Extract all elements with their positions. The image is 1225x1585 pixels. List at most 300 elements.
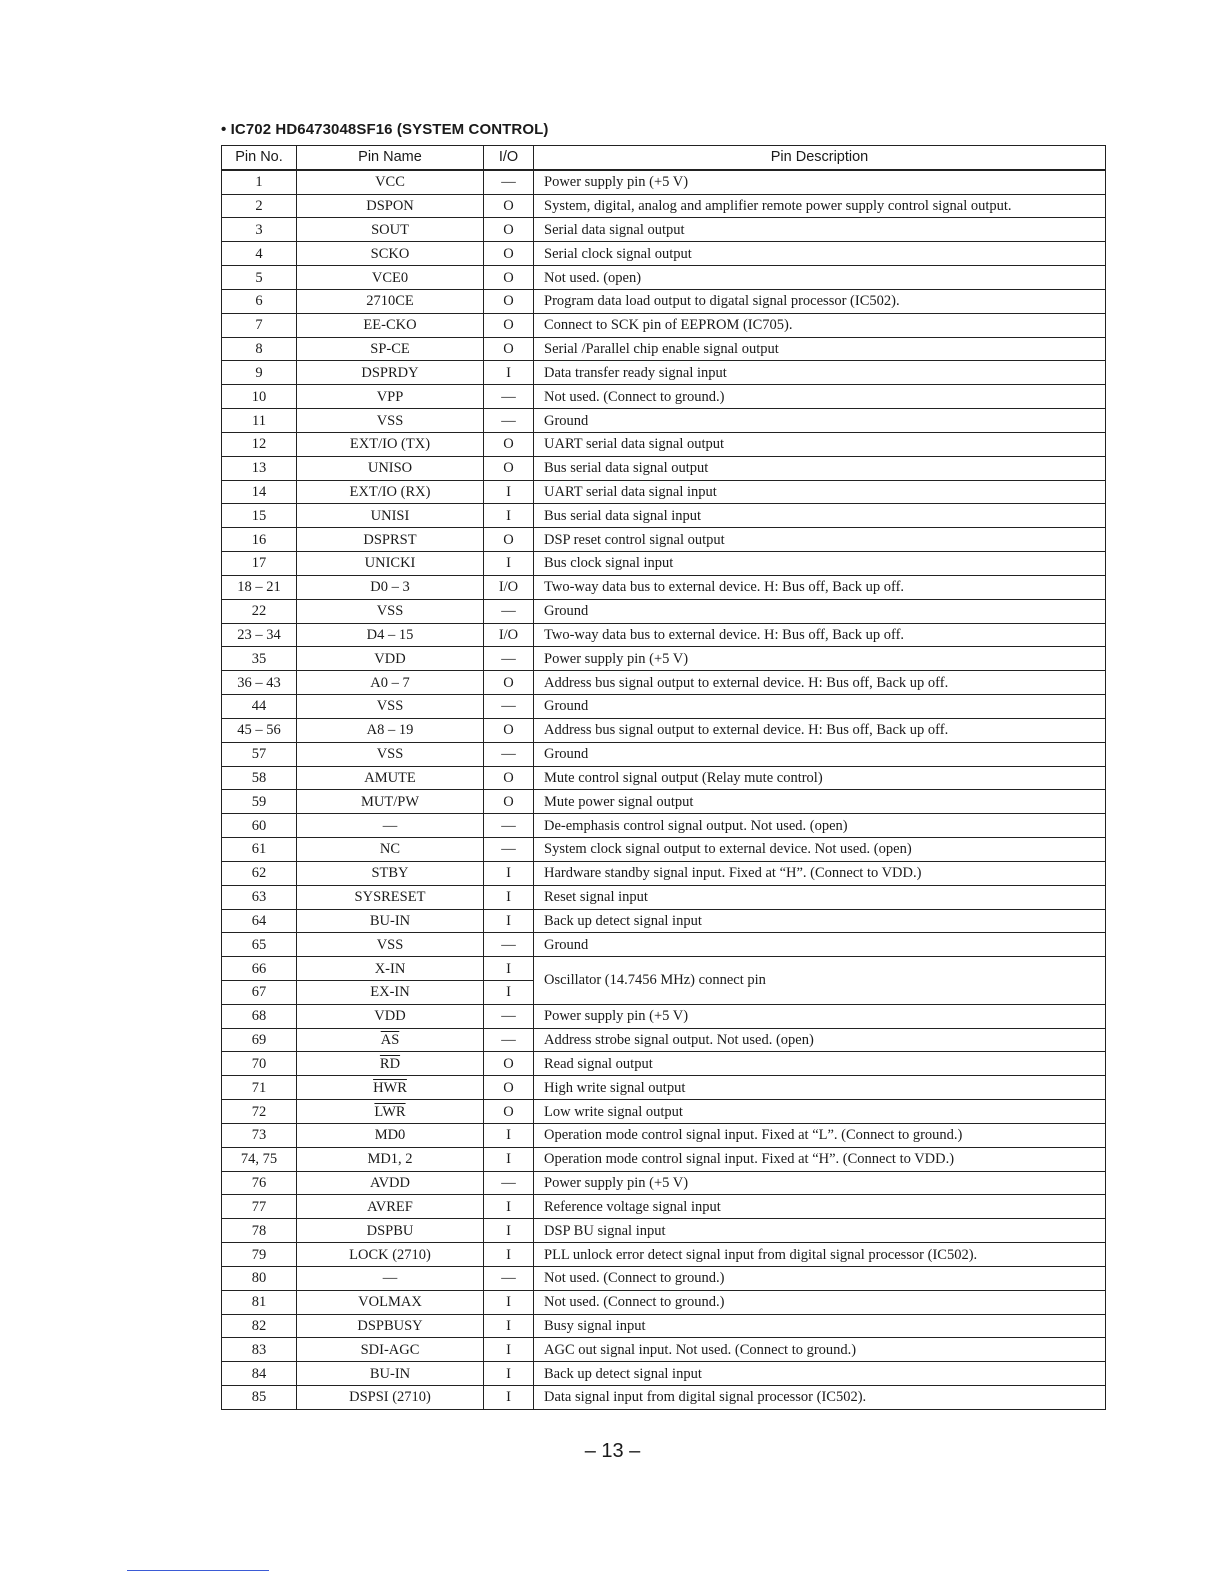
pin-name-cell-text: VCE0 — [371, 269, 409, 286]
pin-name-cell-text: VSS — [376, 603, 404, 620]
pin-description-cell — [534, 337, 1106, 361]
io-cell-text: I — [506, 984, 511, 1001]
pin-name-cell — [297, 1338, 484, 1362]
io-cell — [484, 266, 534, 290]
page-number: – 13 – — [584, 1440, 641, 1462]
pin-name-cell — [297, 718, 484, 742]
table-row — [222, 432, 1106, 456]
pin-no-cell — [222, 432, 297, 456]
table-row — [222, 242, 1106, 266]
pin-description-cell — [534, 814, 1106, 838]
pin-description-cell-text: Operation mode control signal input. Fixed at “L”. (Connect to ground.) — [544, 1127, 963, 1144]
pin-description-cell-text: Ground — [544, 936, 589, 953]
pin-description-cell — [534, 1076, 1106, 1100]
io-cell — [484, 647, 534, 671]
pin-description-cell-text: Read signal output — [544, 1055, 653, 1072]
pin-description-cell-text: Two-way data bus to external device. H: Bus off, Back up off. — [544, 626, 905, 643]
pin-description-cell-text: Two-way data bus to external device. H: Bus off, Back up off. — [544, 579, 905, 596]
pin-name-cell-text: STBY — [371, 865, 409, 882]
pin-no-cell-text: 17 — [251, 555, 267, 572]
pin-description-cell — [534, 766, 1106, 790]
pin-no-cell-text: 77 — [251, 1198, 267, 1215]
io-cell — [484, 933, 534, 957]
table-row — [222, 1100, 1106, 1124]
pin-name-cell-text: AVDD — [369, 1175, 411, 1192]
pin-description-cell-text: System clock signal output to external device. Not used. (open) — [544, 841, 912, 858]
pin-description-cell — [534, 361, 1106, 385]
pin-name-cell — [297, 266, 484, 290]
pin-no-cell — [222, 647, 297, 671]
io-cell-text: O — [503, 221, 514, 238]
pin-name-cell — [297, 1266, 484, 1290]
pin-name-cell — [297, 933, 484, 957]
io-cell — [484, 1243, 534, 1267]
io-cell-text: I — [506, 1151, 511, 1168]
table-row — [222, 456, 1106, 480]
io-cell — [484, 552, 534, 576]
pin-description-cell-text: Reference voltage signal input — [544, 1198, 721, 1215]
table-body — [222, 170, 1106, 1410]
table-row — [222, 1338, 1106, 1362]
pin-no-cell — [222, 599, 297, 623]
io-cell — [484, 909, 534, 933]
pin-no-cell — [222, 266, 297, 290]
io-cell-text: I — [506, 484, 511, 500]
pin-description-cell — [534, 1266, 1106, 1290]
pin-no-cell-text: 78 — [251, 1222, 267, 1239]
io-cell-text: I — [506, 1294, 511, 1311]
pin-description-cell — [534, 385, 1106, 409]
io-cell-text: I — [506, 865, 511, 882]
pin-no-cell — [222, 623, 297, 647]
pin-no-cell-text: 59 — [251, 793, 267, 810]
pin-no-cell — [222, 194, 297, 218]
pin-no-cell-text: 79 — [251, 1246, 267, 1263]
pin-no-cell-text: 2 — [255, 198, 263, 215]
pin-name-cell — [297, 337, 484, 361]
pin-name-cell — [297, 194, 484, 218]
pin-description-cell — [534, 194, 1106, 218]
io-cell — [484, 528, 534, 552]
io-cell — [484, 361, 534, 385]
io-cell-text: — — [501, 1008, 516, 1025]
pin-description-cell — [534, 218, 1106, 242]
pin-no-cell-text: 62 — [251, 865, 267, 882]
io-cell — [484, 790, 534, 814]
pin-no-cell-text: 35 — [251, 650, 267, 667]
pin-no-cell-text: 10 — [251, 388, 267, 405]
pin-name-cell-text: UNICKI — [364, 555, 416, 572]
io-cell-text: I — [506, 364, 511, 381]
io-cell — [484, 337, 534, 361]
pin-no-cell — [222, 1076, 297, 1100]
pin-no-cell — [222, 790, 297, 814]
pin-no-cell-text: 7 — [255, 317, 263, 334]
pin-no-cell-text: 22 — [251, 603, 267, 620]
table-row — [222, 838, 1106, 862]
pin-no-cell-text: 3 — [255, 221, 263, 238]
io-cell-text: O — [503, 317, 514, 334]
table-row — [222, 1052, 1106, 1076]
pin-description-cell — [534, 575, 1106, 599]
io-cell-text: — — [501, 388, 516, 405]
pin-name-cell-text: BU-IN — [369, 912, 411, 929]
io-cell — [484, 480, 534, 504]
pin-name-cell — [297, 1362, 484, 1386]
pin-name-cell-text: $\overline{LWR}$ — [374, 1103, 406, 1120]
pin-description-cell-text: De-emphasis control signal output. Not used. (open) — [544, 817, 848, 834]
pin-no-cell — [222, 480, 297, 504]
pin-description-cell-text: DSP BU signal input — [544, 1222, 666, 1239]
pin-no-cell — [222, 838, 297, 862]
table-row — [222, 1171, 1106, 1195]
io-cell — [484, 695, 534, 719]
pin-no-cell — [222, 242, 297, 266]
pin-name-cell-text: AMUTE — [364, 769, 416, 786]
io-cell-text: — — [501, 1175, 516, 1192]
pin-description-cell-text: Oscillator (14.7456 MHz) connect pin — [544, 972, 766, 989]
pin-name-cell-text: $\overline{AS}$ — [380, 1032, 400, 1049]
pin-name-cell-text: VCC — [375, 174, 405, 191]
pin-no-cell-text: 11 — [252, 412, 266, 429]
pin-no-cell-text: 76 — [251, 1175, 267, 1192]
pin-no-cell-text: 57 — [251, 746, 267, 763]
pin-description-cell — [534, 1314, 1106, 1338]
io-cell-text: I — [506, 1246, 511, 1263]
io-cell — [484, 242, 534, 266]
pin-no-cell-text: 72 — [251, 1103, 267, 1120]
pin-name-cell — [297, 695, 484, 719]
io-cell — [484, 456, 534, 480]
io-cell-text: O — [503, 769, 514, 786]
pin-name-cell — [297, 1386, 484, 1410]
pin-no-cell-text: 67 — [251, 984, 267, 1001]
table-row — [222, 504, 1106, 528]
pin-name-cell-text: SOUT — [371, 221, 409, 238]
pin-no-cell-text: 9 — [255, 364, 263, 381]
pin-description-cell-text: Serial data signal output — [544, 221, 685, 238]
table-row — [222, 1123, 1106, 1147]
pin-no-cell — [222, 695, 297, 719]
io-cell-text: — — [501, 1270, 516, 1287]
io-cell — [484, 194, 534, 218]
table-row — [222, 385, 1106, 409]
table-row — [222, 933, 1106, 957]
table-row — [222, 1147, 1106, 1171]
table-row — [222, 957, 1106, 981]
pin-description-cell — [534, 1123, 1106, 1147]
pin-no-cell — [222, 1028, 297, 1052]
pin-name-cell-text: X-IN — [374, 960, 406, 977]
pin-description-cell — [534, 671, 1106, 695]
io-cell — [484, 861, 534, 885]
pin-no-cell — [222, 1386, 297, 1410]
pin-name-cell-text: DSPBU — [366, 1222, 414, 1239]
pin-no-cell-text: 68 — [251, 1008, 267, 1025]
io-cell — [484, 1314, 534, 1338]
pin-no-cell-text: 13 — [251, 460, 267, 477]
pin-no-cell — [222, 885, 297, 909]
pin-name-cell — [297, 599, 484, 623]
io-cell — [484, 623, 534, 647]
pin-description-cell — [534, 313, 1106, 337]
pin-name-cell — [297, 218, 484, 242]
pin-name-cell-text: VSS — [376, 746, 404, 763]
pin-name-cell — [297, 814, 484, 838]
pin-no-cell — [222, 1147, 297, 1171]
table-row — [222, 194, 1106, 218]
io-cell-text: O — [503, 436, 514, 453]
pin-name-cell — [297, 361, 484, 385]
table-row — [222, 718, 1106, 742]
pin-name-cell — [297, 647, 484, 671]
pin-name-cell — [297, 289, 484, 313]
pin-description-cell-text: High write signal output — [544, 1079, 686, 1096]
pin-description-cell — [534, 838, 1106, 862]
pin-no-cell — [222, 409, 297, 433]
pin-name-cell — [297, 1052, 484, 1076]
pin-description-cell — [534, 695, 1106, 719]
pin-name-cell-text: $\overline{HWR}$ — [373, 1079, 407, 1096]
io-cell-text: O — [503, 674, 514, 691]
io-cell-text: O — [503, 722, 514, 739]
pin-name-cell — [297, 623, 484, 647]
pin-no-cell — [222, 671, 297, 695]
io-cell-text: I/O — [498, 626, 519, 643]
pin-description-cell-text: Address strobe signal output. Not used. (open) — [544, 1032, 814, 1049]
pin-description-cell-text: Not used. (Connect to ground.) — [544, 1294, 725, 1311]
io-cell-text: I — [506, 1198, 511, 1215]
pin-description-cell — [534, 528, 1106, 552]
pin-description-cell — [534, 1052, 1106, 1076]
pin-name-cell-text: NC — [379, 841, 401, 858]
pin-no-cell — [222, 456, 297, 480]
pin-description-cell-text: Bus clock signal input — [544, 555, 674, 572]
io-cell-text: I/O — [498, 579, 519, 596]
table-row — [222, 552, 1106, 576]
pin-name-cell — [297, 242, 484, 266]
pin-description-cell-text: DSP reset control signal output — [544, 531, 725, 548]
pin-name-cell — [297, 1100, 484, 1124]
pin-name-cell — [297, 1314, 484, 1338]
pin-no-cell — [222, 718, 297, 742]
io-cell-text: — — [501, 841, 516, 858]
pin-name-cell-text: MD1, 2 — [367, 1151, 413, 1168]
pin-description-cell-text: Ground — [544, 746, 589, 763]
pin-no-cell — [222, 504, 297, 528]
table-row — [222, 1004, 1106, 1028]
pin-description-cell — [534, 957, 1106, 1005]
pin-name-cell — [297, 385, 484, 409]
io-cell — [484, 1338, 534, 1362]
pin-name-cell — [297, 838, 484, 862]
table-row — [222, 1266, 1106, 1290]
pin-no-cell — [222, 980, 297, 1004]
pin-no-cell-text: 64 — [251, 912, 267, 929]
footer-rule — [127, 1570, 269, 1571]
pin-description-cell — [534, 623, 1106, 647]
io-cell — [484, 1219, 534, 1243]
pin-name-cell-text: VSS — [376, 412, 404, 429]
pin-no-cell — [222, 218, 297, 242]
table-row — [222, 766, 1106, 790]
pin-description-cell — [534, 1362, 1106, 1386]
io-cell-text: — — [501, 698, 516, 715]
pin-name-cell — [297, 456, 484, 480]
pin-name-cell-text: D0 – 3 — [370, 579, 410, 596]
pin-description-cell-text: Serial /Parallel chip enable signal output — [544, 341, 779, 358]
io-cell — [484, 1100, 534, 1124]
pin-no-cell — [222, 575, 297, 599]
io-cell — [484, 432, 534, 456]
table-row — [222, 1243, 1106, 1267]
pin-no-cell-text: 73 — [251, 1127, 267, 1144]
io-cell — [484, 980, 534, 1004]
column-header-pin-name: Pin Name — [297, 146, 484, 170]
pin-no-cell — [222, 385, 297, 409]
pin-no-cell — [222, 1219, 297, 1243]
table-row — [222, 814, 1106, 838]
table-row — [222, 289, 1106, 313]
pin-name-cell-text: VDD — [374, 1008, 406, 1025]
pin-no-cell — [222, 1123, 297, 1147]
pin-description-cell-text: Ground — [544, 603, 589, 620]
pin-no-cell-text: 1 — [255, 174, 263, 191]
pin-no-cell-text: 85 — [251, 1389, 267, 1406]
table-row — [222, 909, 1106, 933]
pin-no-cell — [222, 1266, 297, 1290]
pin-name-cell — [297, 1219, 484, 1243]
io-cell-text: I — [506, 1222, 511, 1239]
pin-no-cell — [222, 1338, 297, 1362]
column-header-pin-no: Pin No. — [222, 146, 297, 170]
pin-name-cell-text: SYSRESET — [354, 889, 426, 906]
pin-description-cell — [534, 432, 1106, 456]
pin-name-cell-text: VDD — [374, 650, 406, 667]
pin-name-cell-text: UNISI — [370, 507, 410, 524]
pin-name-cell-text: $\overline{RD}$ — [379, 1055, 401, 1072]
pin-description-cell-text: Address bus signal output to external device. H: Bus off, Back up off. — [544, 722, 949, 739]
pin-name-cell — [297, 1004, 484, 1028]
pin-name-cell — [297, 861, 484, 885]
table-row — [222, 575, 1106, 599]
pin-no-cell — [222, 528, 297, 552]
pin-description-cell — [534, 480, 1106, 504]
pin-name-cell-text: DSPSI (2710) — [349, 1389, 431, 1406]
pin-name-cell — [297, 504, 484, 528]
io-cell — [484, 313, 534, 337]
pin-name-cell-text: DSPBUSY — [357, 1317, 423, 1334]
pin-description-cell — [534, 1195, 1106, 1219]
pin-no-cell-text: 63 — [251, 889, 267, 906]
pin-description-cell-text: UART serial data signal output — [544, 436, 725, 453]
pin-description-cell-text: Back up detect signal input — [544, 1365, 702, 1382]
pin-name-cell — [297, 170, 484, 194]
io-cell-text: I — [506, 507, 511, 524]
io-cell — [484, 742, 534, 766]
pin-no-cell-text: 81 — [251, 1294, 267, 1311]
table-row — [222, 742, 1106, 766]
table-row — [222, 337, 1106, 361]
pin-name-cell — [297, 790, 484, 814]
pin-description-cell — [534, 552, 1106, 576]
pin-description-cell — [534, 170, 1106, 194]
pin-description-cell-text: Low write signal output — [544, 1103, 683, 1120]
io-cell — [484, 1266, 534, 1290]
pin-name-cell-text: BU-IN — [369, 1365, 411, 1382]
pin-no-cell — [222, 313, 297, 337]
pin-no-cell — [222, 1052, 297, 1076]
io-cell — [484, 1147, 534, 1171]
table-row — [222, 218, 1106, 242]
pin-description-cell-text: Connect to SCK pin of EEPROM (IC705). — [544, 317, 793, 334]
table-row — [222, 695, 1106, 719]
pin-no-cell-text: 14 — [251, 484, 267, 500]
pin-description-cell-text: Power supply pin (+5 V) — [544, 174, 689, 191]
pin-description-cell-text: AGC out signal input. Not used. (Connect to ground.) — [544, 1341, 857, 1358]
pin-description-cell — [534, 1147, 1106, 1171]
io-cell-text: O — [503, 460, 514, 477]
pin-name-cell — [297, 980, 484, 1004]
io-cell-text: — — [501, 936, 516, 953]
pin-name-cell-text: A8 – 19 — [366, 722, 414, 739]
pin-description-cell — [534, 1100, 1106, 1124]
pin-name-cell — [297, 1290, 484, 1314]
pin-description-cell-text: Power supply pin (+5 V) — [544, 1008, 689, 1025]
pin-no-cell-text: 61 — [251, 841, 267, 858]
pin-name-cell-text: 2710CE — [366, 293, 414, 310]
pin-description-cell-text: Ground — [544, 698, 589, 715]
io-cell-text: — — [501, 174, 516, 191]
io-cell — [484, 170, 534, 194]
pin-no-cell — [222, 957, 297, 981]
pin-description-cell — [534, 790, 1106, 814]
pin-name-cell-text: VSS — [376, 698, 404, 715]
pin-no-cell — [222, 1314, 297, 1338]
pin-no-cell — [222, 1195, 297, 1219]
pin-name-cell-text: DSPRST — [363, 531, 417, 548]
pin-name-cell — [297, 1147, 484, 1171]
table-row — [222, 1362, 1106, 1386]
pin-no-cell-text: 6 — [255, 293, 263, 310]
pin-description-table — [221, 145, 1106, 1410]
table-row — [222, 647, 1106, 671]
pin-no-cell — [222, 361, 297, 385]
table-row — [222, 1195, 1106, 1219]
io-cell — [484, 599, 534, 623]
pin-description-cell — [534, 1386, 1106, 1410]
pin-name-cell — [297, 671, 484, 695]
io-cell-text: I — [506, 1389, 511, 1406]
io-cell-text: — — [501, 412, 516, 429]
pin-name-cell-text: — — [382, 817, 398, 834]
pin-name-cell-text: MD0 — [374, 1127, 406, 1144]
io-cell — [484, 1290, 534, 1314]
io-cell-text: I — [506, 912, 511, 929]
table-row — [222, 361, 1106, 385]
pin-no-cell — [222, 289, 297, 313]
pin-name-cell — [297, 1076, 484, 1100]
pin-no-cell-text: 80 — [251, 1270, 267, 1287]
pin-no-cell — [222, 1100, 297, 1124]
pin-no-cell — [222, 742, 297, 766]
io-cell — [484, 766, 534, 790]
pin-name-cell — [297, 409, 484, 433]
pin-no-cell-text: 84 — [251, 1365, 267, 1382]
pin-name-cell-text: VPP — [376, 388, 404, 405]
pin-description-cell — [534, 289, 1106, 313]
pin-description-cell — [534, 1219, 1106, 1243]
